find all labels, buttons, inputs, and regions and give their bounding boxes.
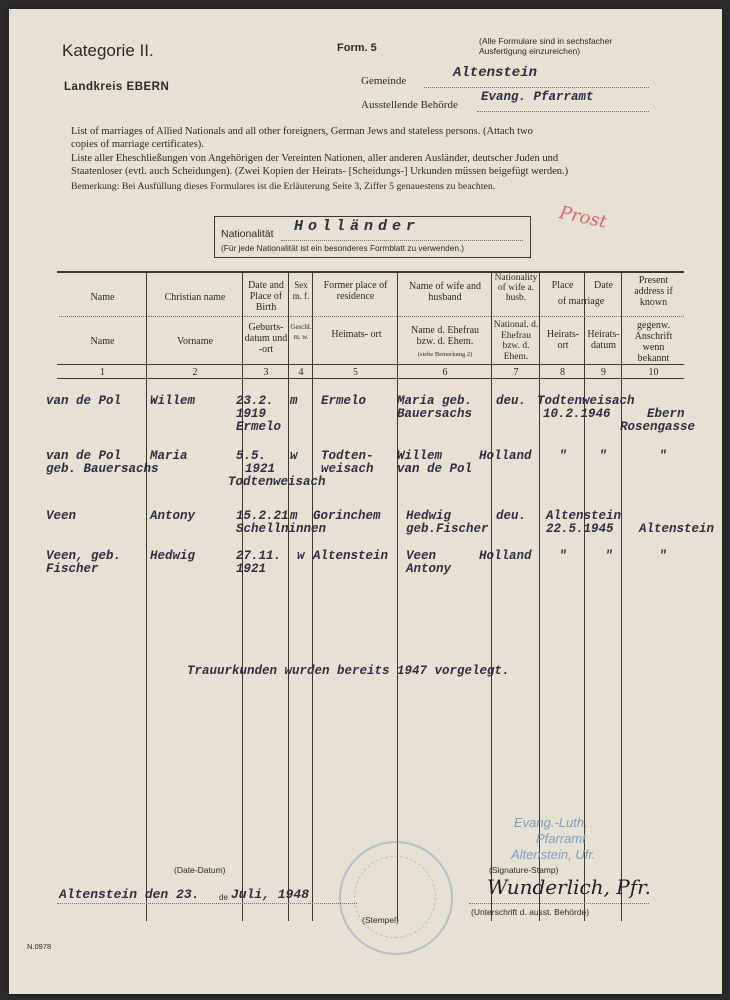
col-1-header-de: Name	[90, 336, 115, 347]
cell-ehepartner: Maria geb.	[397, 394, 473, 408]
col-2-header-de: Vorname	[177, 336, 213, 347]
col-7-number: 7	[513, 367, 519, 378]
column-divider	[621, 271, 622, 921]
cell-geburt: Ermelo	[236, 420, 282, 434]
col-9-number: 9	[601, 367, 606, 378]
nationality-value: Holländer	[294, 218, 421, 235]
cell-ehepartner: Antony	[406, 562, 452, 576]
col-9-header-de: Heirats- datum	[587, 329, 620, 351]
gemeinde-line	[424, 87, 649, 88]
cell-anschrift: Ebern	[647, 407, 685, 421]
col-10-number: 10	[648, 367, 659, 378]
cell-heiratsort: Altenstein	[546, 509, 622, 523]
marriage-group-label: of marriage	[557, 296, 605, 307]
col-3-header-de: Geburts- datum und -ort	[244, 322, 288, 355]
handwritten-signature: Wunderlich, Pfr.	[487, 875, 651, 899]
col-3-header-en: Date and Place of Birth	[248, 280, 284, 313]
cell-ehepartner: Willem	[397, 449, 443, 463]
header-subrule	[541, 316, 621, 317]
intro-remark: Bemerkung: Bei Ausfüllung dieses Formulares ist die Erläuterung Seite 3, Ziffer 5 genauestens zu beachten.	[71, 181, 496, 192]
intro-german-1: Liste aller Eheschließungen von Angehörigen der Vereinten Nationen, aller anderen Ausländer, deutscher Juden und	[71, 153, 559, 164]
column-divider	[397, 271, 398, 921]
stamp-text: Altenstein, Ufr.	[511, 847, 596, 862]
nationality-note: (Für jede Nationalität ist ein besonderes Formblatt zu verwenden.)	[221, 243, 465, 253]
cell-name: van de Pol	[46, 449, 122, 463]
cell-name: Veen, geb.	[46, 549, 122, 563]
cell-ehepartner: van de Pol	[397, 462, 473, 476]
nationality-line	[281, 240, 523, 241]
cell-heimat: Ermelo	[321, 394, 367, 408]
form-number: Form. 5	[337, 42, 377, 54]
behoerde-label: Ausstellende Behörde	[361, 99, 458, 111]
intro-english-1: List of marriages of Allied Nationals and all other foreigners, German Jews and stateless persons. (Attach two	[71, 126, 533, 137]
cell-name: Veen	[46, 509, 77, 523]
cell-name: geb. Bauersachs	[46, 462, 159, 476]
handwritten-red-note: Prost	[557, 202, 609, 233]
stamp-text: Evang.-Luth.	[514, 815, 588, 830]
col-4-number: 4	[298, 367, 304, 378]
col-1-header-en: Name	[90, 292, 115, 303]
header-subrule	[399, 316, 491, 317]
header-subrule	[314, 316, 397, 317]
table-header-rule	[57, 364, 684, 365]
header-subrule	[290, 316, 312, 317]
col-5-number: 5	[353, 367, 358, 378]
cell-geburt: 23.2.	[236, 394, 274, 408]
cell-geburt: Todtenweisach	[228, 475, 326, 489]
col-8-header-de: Heirats- ort	[546, 329, 580, 351]
cell-sex: m	[290, 509, 298, 523]
cell-vorname: Maria	[150, 449, 188, 463]
col-6-header-en: Name of wife and husband	[409, 281, 481, 303]
cell-nationalitaet: deu.	[496, 394, 527, 408]
cell-geburt: Schellninnen	[236, 522, 327, 536]
place-date: Altenstein den 23.	[59, 887, 200, 902]
cell-heimat: weisach	[321, 462, 374, 476]
kategorie-title: Kategorie II.	[62, 41, 154, 60]
cell-name: Fischer	[46, 562, 99, 576]
cell-nationalitaet: Holland	[479, 549, 532, 563]
cell-heiratsort: "	[559, 449, 567, 463]
cell-sex: w	[290, 449, 298, 463]
table-number-rule	[57, 378, 684, 379]
column-divider	[288, 271, 289, 921]
col-5-header-de: Heimats- ort	[331, 329, 382, 340]
intro-english-2: copies of marriage certificates).	[71, 139, 204, 150]
official-stamp-seal-inner	[354, 856, 436, 938]
header-subrule	[493, 316, 539, 317]
cell-anschrift: Rosengasse	[620, 420, 696, 434]
col-1-number: 1	[100, 367, 105, 378]
signature-line	[469, 903, 649, 904]
col-2-header-en: Christian name	[164, 292, 226, 303]
header-subrule	[623, 316, 684, 317]
cell-vorname: Hedwig	[150, 549, 196, 563]
cell-geburt: 15.2.21	[236, 509, 289, 523]
cell-geburt: 1921	[236, 562, 267, 576]
cell-heiratsort: "	[559, 549, 567, 563]
column-divider	[312, 271, 313, 921]
cell-ehepartner: geb.Fischer	[406, 522, 489, 536]
cell-vorname: Antony	[150, 509, 196, 523]
landkreis-label: Landkreis EBERN	[64, 81, 170, 93]
col-8-number: 8	[560, 367, 565, 378]
cell-heimat: Altenstein	[313, 549, 389, 563]
behoerde-value: Evang. Pfarramt	[481, 90, 594, 104]
col-9-header-en: Date	[594, 280, 613, 291]
cell-heiratsdatum: 22.5.1945	[546, 522, 614, 536]
column-divider	[242, 271, 243, 921]
col-4-header-en: Sex m. f.	[292, 280, 310, 301]
col-7-header-de: National. d. Ehefrau bzw. d. Ehem.	[493, 320, 539, 362]
cell-ehepartner: Veen	[406, 549, 437, 563]
cell-sex: m	[290, 394, 298, 408]
form-page	[9, 9, 722, 994]
col-2-number: 2	[192, 367, 198, 378]
form-code: N.0978	[27, 942, 52, 951]
column-divider	[491, 271, 492, 921]
col-8-header-en: Place	[551, 280, 574, 291]
nationality-label: Nationalität	[221, 228, 274, 240]
signature-label: (Signature-Stamp)	[489, 865, 559, 875]
col-10-header-de: gegenw. Anschrift wenn bekannt	[634, 320, 673, 364]
header-subrule	[148, 316, 242, 317]
behoerde-line	[477, 111, 649, 112]
header-subrule	[59, 316, 146, 317]
cell-anschrift: "	[659, 449, 667, 463]
cell-anschrift: "	[659, 549, 667, 563]
date-label: (Date-Datum)	[174, 865, 226, 875]
cell-heimat: Gorinchem	[313, 509, 381, 523]
cell-heiratsort: Todtenweisach	[537, 394, 635, 408]
col-7-header-en: Nationality of wife a. husb.	[494, 273, 538, 303]
unterschrift-label: (Unterschrift d. ausst. Behörde)	[471, 907, 590, 917]
cell-geburt: 1919	[236, 407, 267, 421]
table-top-border	[57, 271, 684, 273]
cell-nationalitaet: deu.	[496, 509, 527, 523]
cell-heiratsdatum: "	[605, 549, 613, 563]
stempel-label: (Stempel)	[362, 915, 399, 925]
month-year: Juli, 1948	[231, 887, 310, 902]
col-5-header-en: Former place of residence	[323, 280, 388, 302]
header-subrule	[244, 316, 288, 317]
gemeinde-label: Gemeinde	[361, 75, 407, 87]
column-divider	[146, 271, 147, 921]
cell-sex: w	[297, 549, 305, 563]
cell-name: van de Pol	[46, 394, 122, 408]
cell-heiratsdatum: "	[599, 449, 607, 463]
col-3-number: 3	[263, 367, 269, 378]
cell-ehepartner: Hedwig	[406, 509, 452, 523]
cell-heimat: Todten-	[321, 449, 374, 463]
intro-german-2: Staatenloser (evtl. auch Scheidungen). (Zwei Kopien der Heirats- [Scheidungs-] Urkunden müssen beigefügt werden.)	[71, 166, 569, 177]
printed-de: de	[219, 893, 228, 902]
gemeinde-value: Altenstein	[453, 65, 538, 81]
stamp-text: Pfarramt	[536, 831, 586, 846]
copies-note: (Alle Formulare sind in sechsfacher Ausfertigung einzureichen)	[479, 36, 613, 56]
date-line	[57, 903, 357, 904]
certificates-remark: Trauurkunden wurden bereits 1947 vorgelegt.	[187, 664, 510, 678]
cell-heiratsdatum: 10.2.1946	[543, 407, 611, 421]
cell-geburt: 27.11.	[236, 549, 282, 563]
cell-geburt: 1921	[245, 462, 276, 476]
col-4-header-de: Geschl. m. w.	[290, 323, 312, 341]
cell-vorname: Willem	[150, 394, 196, 408]
cell-nationalitaet: Holland	[479, 449, 532, 463]
cell-anschrift: Altenstein	[639, 522, 715, 536]
col-10-header-en: Present address if known	[634, 275, 673, 308]
col-6-number: 6	[442, 367, 448, 378]
col-6-header-de: Name d. Ehefrau bzw. d. Ehem.	[410, 325, 480, 347]
cell-geburt: 5.5.	[236, 449, 267, 463]
col-6-header-note: (siehe Bemerkung 2)	[417, 351, 473, 358]
cell-ehepartner: Bauersachs	[397, 407, 473, 421]
